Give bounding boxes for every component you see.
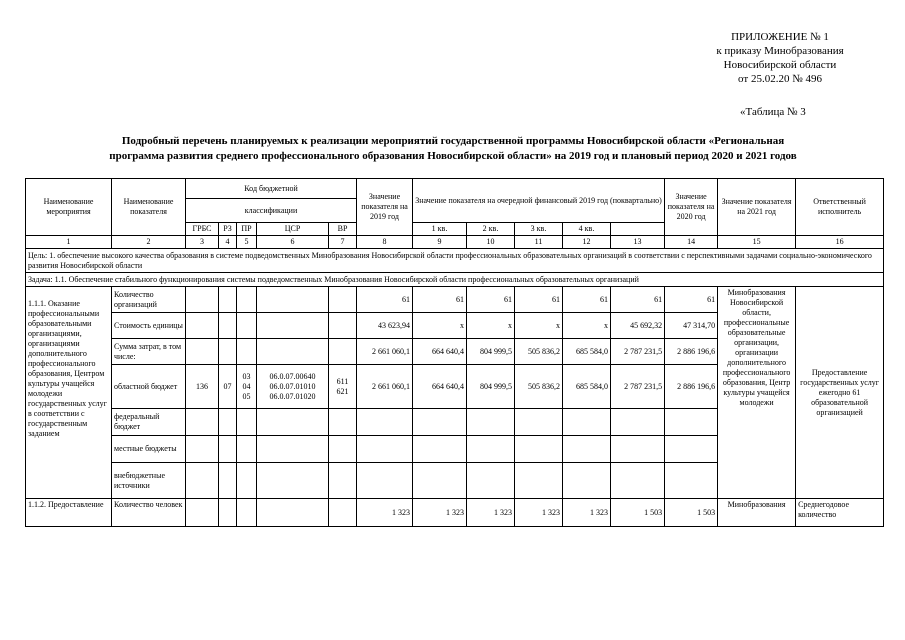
value-2021-cell [665, 409, 718, 436]
indicator-cell: внебюджетные источники [112, 463, 186, 499]
header-value-2021: Значение показателя на 2021 год [718, 179, 796, 236]
header-vr: ВР [329, 223, 357, 236]
q3-cell [515, 436, 563, 463]
col-num: 5 [237, 236, 257, 249]
rz-cell [219, 313, 237, 339]
title-line-1: Подробный перечень планируемых к реализации мероприятий государственной программы Новосибирской области «Региональная [121, 135, 785, 147]
csr-cell [257, 313, 329, 339]
col-num: 8 [357, 236, 413, 249]
value-2020-cell: 2 787 231,5 [611, 339, 665, 365]
q2-cell: х [467, 313, 515, 339]
event-1-name: 1.1.1. Оказание профессиональными образовательными организациями, организациями дополнительного профессионального образования, Центром культуры учащейся молодежи государственных услуг в соответствии с государственным заданием [26, 287, 112, 499]
value-2020-cell: 45 692,32 [611, 313, 665, 339]
rz-cell [219, 499, 237, 527]
pr-cell [237, 339, 257, 365]
indicator-cell: Стоимость единицы [112, 313, 186, 339]
q2-cell: 1 323 [467, 499, 515, 527]
col-num: 4 [219, 236, 237, 249]
grbs-cell [186, 409, 219, 436]
header-q2: 2 кв. [467, 223, 515, 236]
header-value-2020: Значение показателя на 2020 год [665, 179, 718, 236]
header-q-empty [611, 223, 665, 236]
grbs-cell [186, 339, 219, 365]
q1-cell: 61 [413, 287, 467, 313]
header-pr: ПР [237, 223, 257, 236]
col-num: 14 [665, 236, 718, 249]
indicator-cell: федеральный бюджет [112, 409, 186, 436]
value-2019-cell [357, 436, 413, 463]
csr-cell [257, 436, 329, 463]
col-num: 2 [112, 236, 186, 249]
pr-cell [237, 463, 257, 499]
value-2020-cell: 2 787 231,5 [611, 365, 665, 409]
value-2020-cell [611, 409, 665, 436]
vr-cell [329, 436, 357, 463]
rz-cell [219, 339, 237, 365]
value-2021-cell: 2 886 196,6 [665, 365, 718, 409]
csr-cell [257, 409, 329, 436]
value-2021-cell [665, 463, 718, 499]
csr-cell [257, 339, 329, 365]
q2-cell [467, 436, 515, 463]
indicator-cell: Сумма затрат, в том числе: [112, 339, 186, 365]
value-2019-cell [357, 409, 413, 436]
rz-cell: 07 [219, 365, 237, 409]
q1-cell [413, 463, 467, 499]
value-2021-cell: 1 503 [665, 499, 718, 527]
rz-cell [219, 409, 237, 436]
event-2-expected: Среднегодовое количество [796, 499, 884, 527]
appendix-line-4: от 25.02.20 № 496 [738, 73, 822, 85]
grbs-cell [186, 436, 219, 463]
q3-cell: 61 [515, 287, 563, 313]
indicator-cell: местные бюджеты [112, 436, 186, 463]
header-csr: ЦСР [257, 223, 329, 236]
value-2020-cell: 1 503 [611, 499, 665, 527]
q2-cell: 61 [467, 287, 515, 313]
indicator-cell: Количество человек [112, 499, 186, 527]
q2-cell [467, 409, 515, 436]
vr-cell: 611 621 [329, 365, 357, 409]
col-num: 3 [186, 236, 219, 249]
appendix-line-1: ПРИЛОЖЕНИЕ № 1 [731, 31, 829, 43]
q1-cell [413, 409, 467, 436]
event-2-name: 1.1.2. Предоставление [26, 499, 112, 527]
header-value-2019: Значение показателя на 2019 год [357, 179, 413, 236]
col-num: 9 [413, 236, 467, 249]
event-1-expected: Предоставление государственных услуг ежегодно 61 образовательной организацией [796, 287, 884, 499]
q2-cell [467, 463, 515, 499]
value-2019-cell: 1 323 [357, 499, 413, 527]
value-2021-cell [665, 436, 718, 463]
pr-cell [237, 287, 257, 313]
col-num: 16 [796, 236, 884, 249]
grbs-cell [186, 313, 219, 339]
vr-cell [329, 287, 357, 313]
document-title [22, 134, 884, 164]
q4-cell: 685 584,0 [563, 339, 611, 365]
header-q4: 4 кв. [563, 223, 611, 236]
pr-cell [237, 409, 257, 436]
q3-cell: 505 836,2 [515, 339, 563, 365]
csr-cell [257, 287, 329, 313]
q1-cell: х [413, 313, 467, 339]
csr-cell [257, 499, 329, 527]
indicator-cell: областной бюджет [112, 365, 186, 409]
header-budget-code: Код бюджетной [186, 179, 357, 199]
value-2021-cell: 2 886 196,6 [665, 339, 718, 365]
pr-cell [237, 436, 257, 463]
table-row [26, 287, 884, 313]
col-num: 1 [26, 236, 112, 249]
q4-cell: 61 [563, 287, 611, 313]
col-num: 11 [515, 236, 563, 249]
header-grbs: ГРБС [186, 223, 219, 236]
q4-cell: х [563, 313, 611, 339]
csr-cell [257, 463, 329, 499]
value-2021-cell: 47 314,70 [665, 313, 718, 339]
appendix-block [690, 30, 870, 86]
value-2020-cell: 61 [611, 287, 665, 313]
vr-cell [329, 499, 357, 527]
value-2019-cell: 2 661 060,1 [357, 365, 413, 409]
header-q1: 1 кв. [413, 223, 467, 236]
q3-cell [515, 409, 563, 436]
pr-cell [237, 313, 257, 339]
header-rz: РЗ [219, 223, 237, 236]
rz-cell [219, 463, 237, 499]
rz-cell [219, 287, 237, 313]
table-label: «Таблица № 3 [740, 106, 806, 118]
q4-cell [563, 463, 611, 499]
col-num: 7 [329, 236, 357, 249]
value-2019-cell: 61 [357, 287, 413, 313]
vr-cell [329, 463, 357, 499]
q3-cell: 505 836,2 [515, 365, 563, 409]
appendix-line-2: к приказу Минобразования [716, 45, 844, 57]
q3-cell: х [515, 313, 563, 339]
q4-cell [563, 409, 611, 436]
title-line-2: программа развития среднего профессионального образования Новосибирской области» на 2019 год и плановый период 2020 и 2021 годов [109, 150, 797, 162]
csr-cell: 06.0.07.00640 06.0.07.01010 06.0.07.01020 [257, 365, 329, 409]
vr-cell [329, 339, 357, 365]
col-num: 6 [257, 236, 329, 249]
events-table [25, 178, 884, 527]
q1-cell: 664 640,4 [413, 365, 467, 409]
vr-cell [329, 409, 357, 436]
q1-cell: 1 323 [413, 499, 467, 527]
event-1-responsible: Минобразования Новосибирской области, профессиональные образовательные организации, организации дополнительного профессионального образования, Центр культуры учащейся молодежи [718, 287, 796, 499]
value-2019-cell [357, 463, 413, 499]
col-num: 12 [563, 236, 611, 249]
value-2020-cell [611, 463, 665, 499]
q4-cell: 685 584,0 [563, 365, 611, 409]
pr-cell: 03 04 05 [237, 365, 257, 409]
value-2019-cell: 2 661 060,1 [357, 339, 413, 365]
header-event-name: Наименование мероприятия [26, 179, 112, 236]
goal-row: Цель: 1. обеспечение высокого качества образования в системе подведомственных Минобразования Новосибирской области профессиональных образовательных организаций в соответствии с перспективными задачами социально-экономического развития Новосибирской области [26, 249, 884, 273]
grbs-cell [186, 287, 219, 313]
q3-cell: 1 323 [515, 499, 563, 527]
grbs-cell [186, 463, 219, 499]
value-2019-cell: 43 623,94 [357, 313, 413, 339]
vr-cell [329, 313, 357, 339]
grbs-cell [186, 499, 219, 527]
value-2021-cell: 61 [665, 287, 718, 313]
header-classification: классификации [186, 199, 357, 223]
header-q3: 3 кв. [515, 223, 563, 236]
column-numbers-row [26, 236, 884, 249]
q1-cell: 664 640,4 [413, 339, 467, 365]
header-indicator-name: Наименование показателя [112, 179, 186, 236]
appendix-line-3: Новосибирской области [723, 59, 837, 71]
value-2020-cell [611, 436, 665, 463]
indicator-cell: Количество организаций [112, 287, 186, 313]
q4-cell: 1 323 [563, 499, 611, 527]
event-2-responsible: Минобразования [718, 499, 796, 527]
col-num: 13 [611, 236, 665, 249]
q1-cell [413, 436, 467, 463]
q2-cell: 804 999,5 [467, 339, 515, 365]
q3-cell [515, 463, 563, 499]
rz-cell [219, 436, 237, 463]
header-responsible: Ответственный исполнитель [796, 179, 884, 236]
table-row [26, 499, 884, 527]
grbs-cell: 136 [186, 365, 219, 409]
header-value-quarterly: Значение показателя на очередной финансовый 2019 год (поквартально) [413, 179, 665, 223]
q2-cell: 804 999,5 [467, 365, 515, 409]
task-row: Задача: 1.1. Обеспечение стабильного функционирования системы подведомственных Минобразования Новосибирской области профессиональных образовательных организаций [26, 273, 884, 287]
col-num: 10 [467, 236, 515, 249]
q4-cell [563, 436, 611, 463]
pr-cell [237, 499, 257, 527]
col-num: 15 [718, 236, 796, 249]
